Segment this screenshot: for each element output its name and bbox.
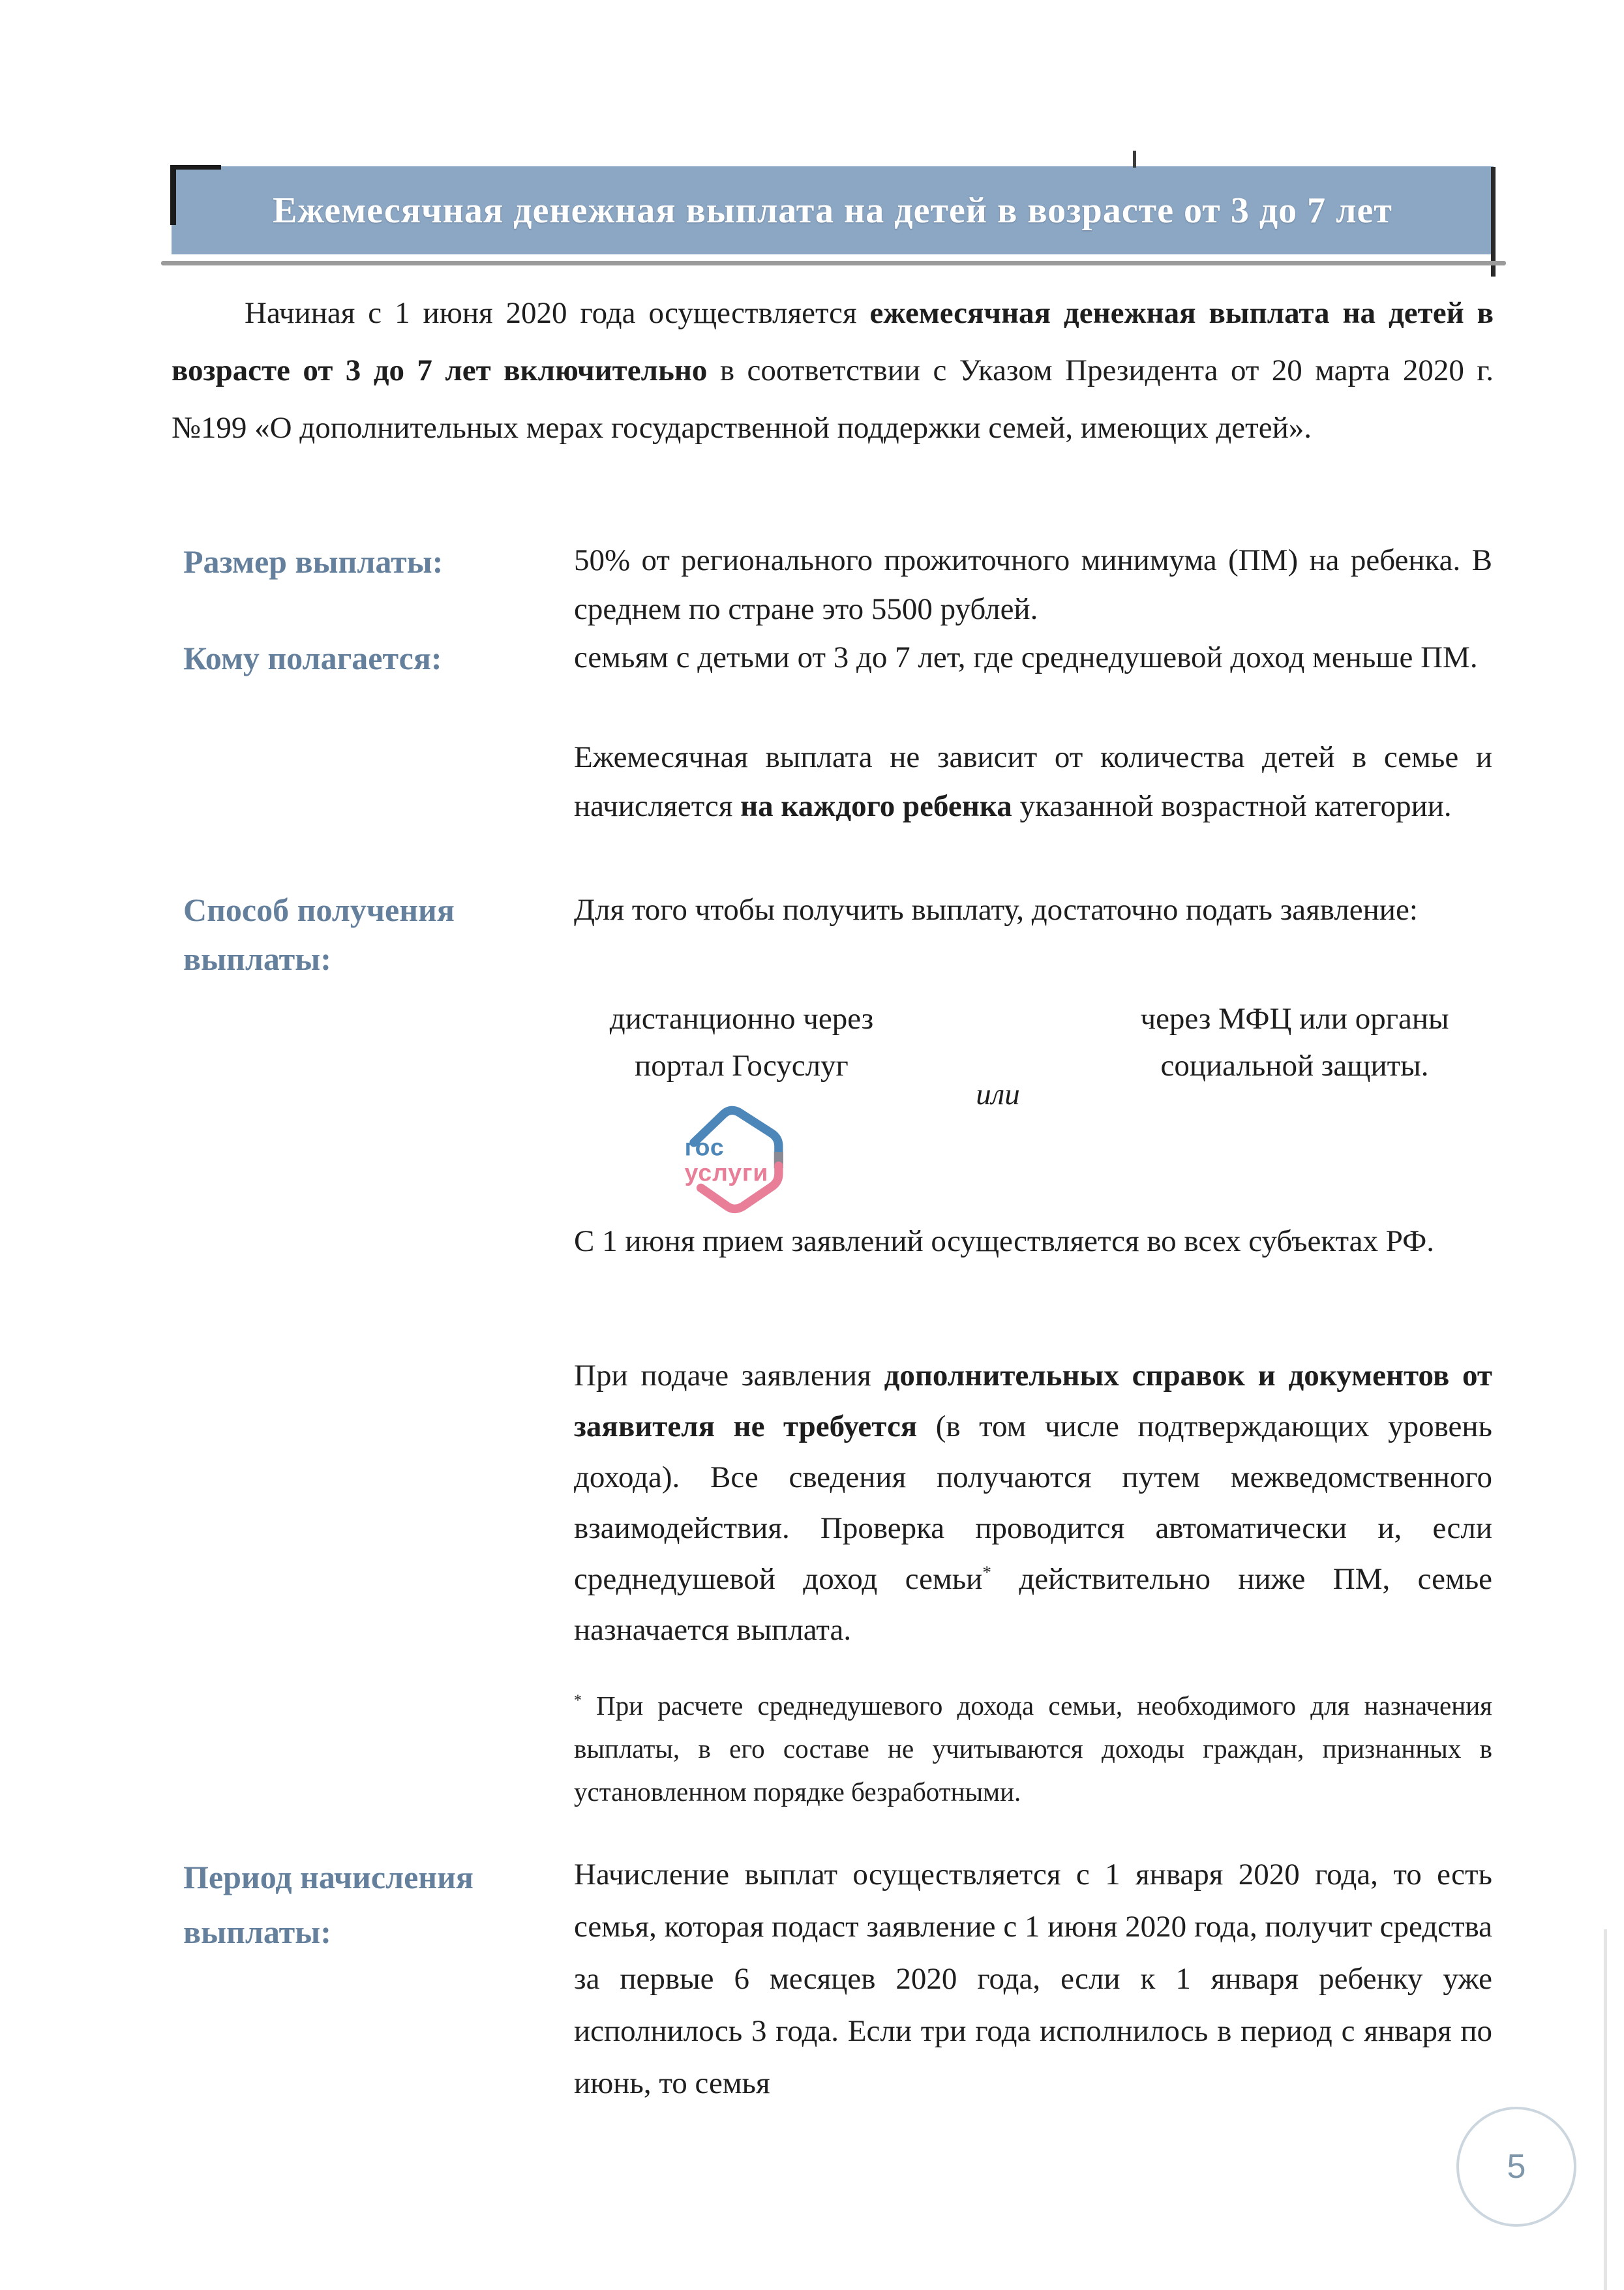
gosuslugi-logo: [673, 1100, 798, 1216]
option-separator: или: [976, 1077, 1020, 1111]
label-accrual-period: Период начисления выплаты:: [183, 1859, 474, 1950]
page-number-badge: [1456, 2107, 1576, 2227]
banner-edge-right: [1491, 167, 1496, 277]
gosuslugi-logo-icon: [673, 1100, 798, 1216]
banner-edge-top: [170, 165, 221, 170]
text-how-to-receive: Для того чтобы получить выплату, достаточно подать заявление:: [574, 893, 1418, 927]
banner-edge-left: [170, 165, 176, 225]
text-no-documents-required: При подаче заявления дополнительных справок и документов от заявителя не требуется (в том числе подтверждающих уровень дохода). Все сведения получаются путем межведомственного взаимодействия. Проверка проводится автоматически и, если среднедушевой доход семьи* действительно ниже ПМ, семье назначается выплата.: [574, 1359, 1493, 1647]
scan-artifact-tick: [1133, 151, 1136, 168]
option-mfc-social: через МФЦ или органы социальной защиты.: [1140, 1002, 1449, 1083]
page-title-banner: [172, 166, 1494, 254]
label-eligibility: Кому полагается:: [183, 640, 442, 676]
option-online-gosuslugi: дистанционно через портал Госуслуг: [609, 1002, 874, 1083]
scan-artifact-line: [1604, 1929, 1607, 2290]
label-payment-size: Размер выплаты:: [183, 543, 444, 580]
label-how-to-receive: Способ получения выплаты:: [183, 892, 455, 977]
intro-paragraph: Начиная с 1 июня 2020 года осуществляется ежемесячная денежная выплата на детей в возрасте от 3 до 7 лет включительно в соответствии с Указом Президента от 20 марта 2020 г. №199 «О дополнительных мерах государственной поддержки семей, имеющих детей».: [172, 296, 1494, 445]
page-number: 5: [1507, 2148, 1526, 2186]
text-eligibility: семьям с детьми от 3 до 7 лет, где среднедушевой доход меньше ПМ.: [574, 640, 1478, 674]
banner-shadow: [161, 261, 1506, 265]
gosuslugi-logo-text-line2: услуги: [684, 1158, 769, 1186]
text-accrual-period: Начисление выплат осуществляется с 1 января 2020 года, то есть семья, которая подаст заявление с 1 июня 2020 года, получит средства за первые 6 месяцев 2020 года, если к 1 января ребенку уже исполнилось 3 года. Если три года исполнилось в период с января по июнь, то семья: [574, 1858, 1492, 2100]
gosuslugi-logo-text-line1: гос: [684, 1133, 725, 1161]
text-applications-accepted: С 1 июня прием заявлений осуществляется во всех субъектах РФ.: [574, 1224, 1434, 1258]
text-payment-size: 50% от регионального прожиточного минимума (ПМ) на ребенка. В среднем по стране это 5500 рублей.: [574, 543, 1492, 626]
text-eligibility-extra: Ежемесячная выплата не зависит от количества детей в семье и начисляется на каждого ребенка указанной возрастной категории.: [574, 740, 1492, 823]
footnote-income-calculation: * При расчете среднедушевого дохода семьи, необходимого для назначения выплаты, в его составе не учитываются доходы граждан, признанных в установленном порядке безработными.: [574, 1691, 1492, 1807]
page-title: Ежемесячная денежная выплата на детей в возрасте от 3 до 7 лет: [273, 190, 1392, 231]
